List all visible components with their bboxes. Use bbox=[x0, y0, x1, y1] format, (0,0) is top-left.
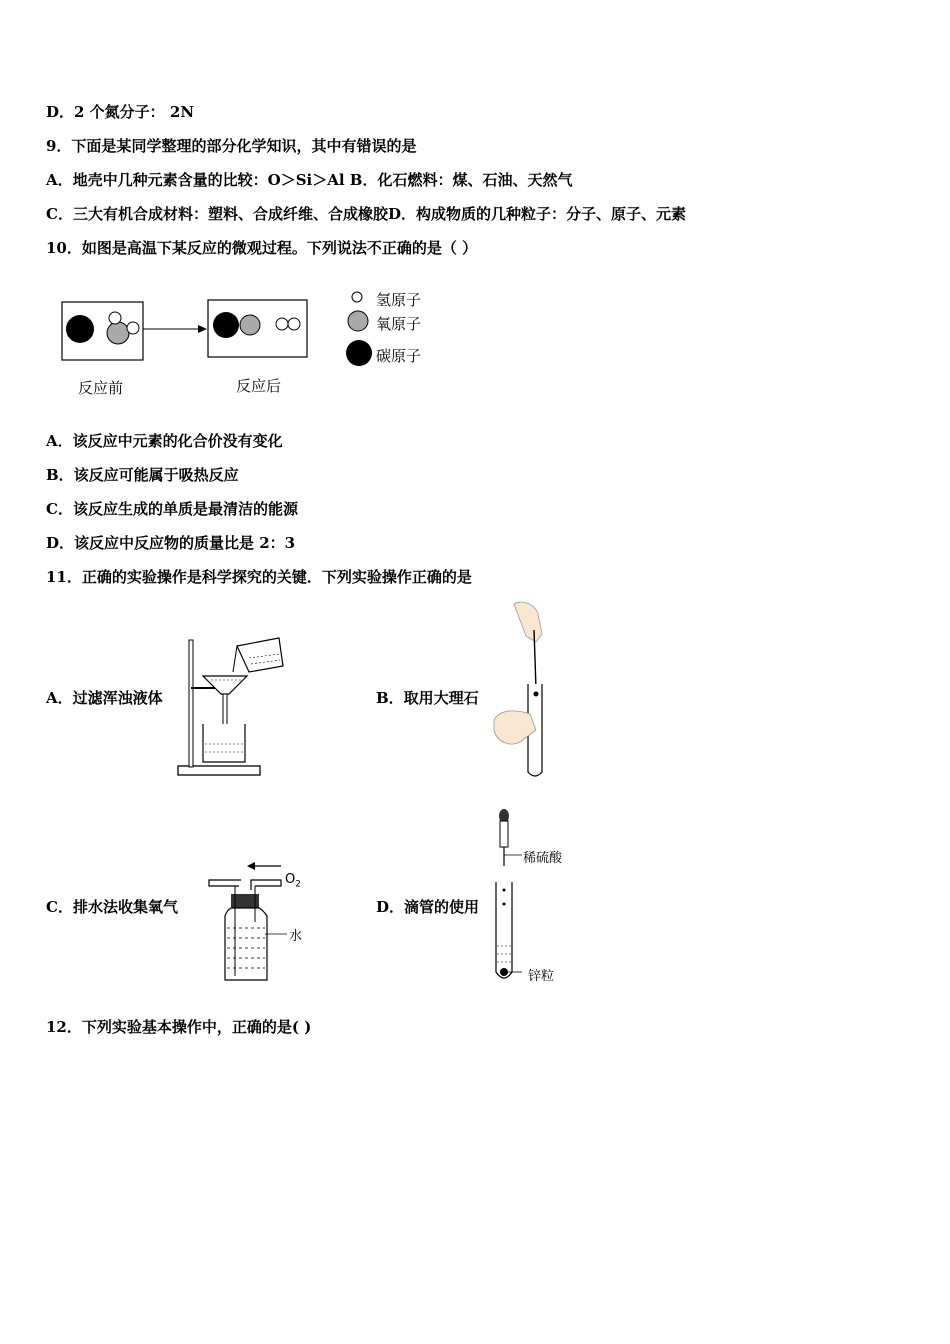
question-9: 9．下面是某同学整理的部分化学知识，其中有错误的是 bbox=[46, 137, 417, 155]
marble-tube-image bbox=[490, 600, 560, 782]
acid-label: 稀硫酸 bbox=[523, 851, 563, 866]
q11-option-d: D．滴管的使用 bbox=[376, 898, 480, 916]
question-11: 11．正确的实验操作是科学探究的关键．下列实验操作正确的是 bbox=[46, 568, 472, 586]
q10-option-c: C．该反应生成的单质是最清洁的能源 bbox=[46, 500, 298, 518]
zinc-label: 锌粒 bbox=[528, 969, 555, 984]
oxygen-atom bbox=[107, 322, 129, 344]
question-12: 12．下列实验基本操作中，正确的是( ) bbox=[46, 1018, 312, 1036]
dropper-tube-image bbox=[488, 808, 528, 986]
q10-option-a: A．该反应中元素的化合价没有变化 bbox=[46, 432, 283, 450]
after-caption: 反应后 bbox=[236, 377, 282, 395]
arrow-head bbox=[198, 325, 207, 333]
carbon-atom bbox=[66, 315, 94, 343]
q11-option-c: C．排水法收集氧气 bbox=[46, 898, 178, 916]
water-label: 水 bbox=[289, 929, 303, 944]
o2-label: $O_2$ bbox=[285, 872, 301, 890]
legend-oxygen-icon bbox=[348, 311, 368, 331]
q10-option-d: D．该反应中反应物的质量比是 2：3 bbox=[46, 534, 296, 552]
hydrogen-atom bbox=[109, 312, 121, 324]
q10-option-b: B．该反应可能属于吸热反应 bbox=[46, 466, 239, 484]
before-caption: 反应前 bbox=[78, 379, 124, 397]
question-10: 10．如图是高温下某反应的微观过程。下列说法不正确的是（ ） bbox=[46, 239, 478, 257]
q9-options-ab: A．地壳中几种元素含量的比较：O＞Si＞Al B．化石燃料：煤、石油、天然气 bbox=[46, 171, 573, 189]
q11-option-a: A．过滤浑浊液体 bbox=[46, 689, 163, 707]
carbon-atom bbox=[213, 312, 239, 338]
hydrogen-atom bbox=[288, 318, 300, 330]
legend-carbon-icon bbox=[346, 340, 372, 366]
q9-options-cd: C．三大有机合成材料：塑料、合成纤维、合成橡胶D．构成物质的几种粒子：分子、原子、元素 bbox=[46, 205, 686, 223]
legend-carbon-label: 碳原子 bbox=[376, 347, 422, 365]
q8-option-d: D．2 个氮分子： 2N bbox=[46, 103, 195, 121]
q11-option-b: B．取用大理石 bbox=[376, 689, 479, 707]
hydrogen-atom bbox=[127, 322, 139, 334]
legend-hydrogen-label: 氢原子 bbox=[376, 291, 422, 309]
legend-hydrogen-icon bbox=[352, 292, 362, 302]
hydrogen-atom bbox=[276, 318, 288, 330]
oxygen-atom bbox=[240, 315, 260, 335]
filtration-apparatus-image bbox=[175, 628, 290, 780]
legend-oxygen-label: 氧原子 bbox=[376, 315, 422, 333]
